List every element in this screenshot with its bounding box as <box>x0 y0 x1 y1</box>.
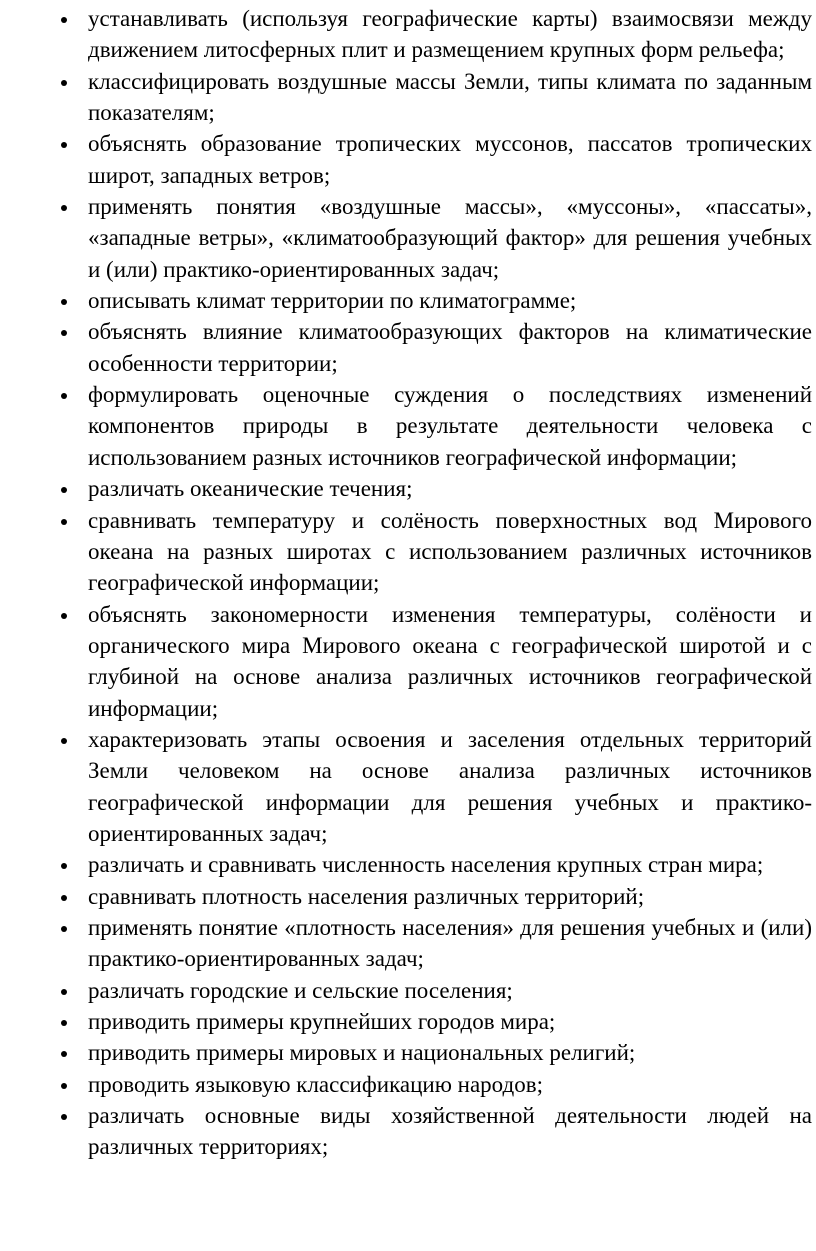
list-item <box>88 724 812 849</box>
list-item <box>88 285 812 316</box>
list-item-text: различать океанические течения; <box>88 476 413 502</box>
list-item <box>88 128 812 191</box>
list-item-text: устанавливать (используя географические карты) взаимосвязи между движением литосферных плит и размещением крупных форм рельефа; <box>88 6 812 63</box>
bullet-icon <box>56 1037 76 1068</box>
list-item-text: применять понятие «плотность населения» для решения учебных и (или) практико-ориентированных задач; <box>88 914 812 972</box>
list-item-text: характеризовать этапы освоения и заселения отдельных территорий Земли человеком на основе анализа различных источников географической информации для решения учебных и практико-ориентированных задач; <box>88 726 812 846</box>
list-item <box>88 66 812 129</box>
bullet-icon <box>56 285 76 316</box>
bullet-icon <box>56 505 76 536</box>
list-item <box>88 505 812 599</box>
list-item-text: классифицировать воздушные массы Земли, типы климата по заданным показателям; <box>88 68 812 126</box>
bullet-icon <box>56 912 76 943</box>
list-item-text: приводить примеры крупнейших городов мира; <box>88 1009 556 1034</box>
bullet-icon <box>56 599 76 630</box>
list-item-text: проводить языковую классификацию народов; <box>88 1071 543 1097</box>
list-item <box>88 599 812 724</box>
list-item <box>88 1006 812 1037</box>
bullet-icon <box>56 316 76 347</box>
bullet-icon <box>56 1006 76 1037</box>
list-item <box>88 316 812 379</box>
list-item <box>88 912 812 975</box>
list-item <box>88 191 812 285</box>
list-item-text: различать городские и сельские поселения; <box>88 977 513 1003</box>
list-item <box>88 849 812 880</box>
bullet-icon <box>56 191 76 222</box>
list-item-text: сравнивать температуру и солёность поверхностных вод Мирового океана на разных широтах с использованием различных источников географической информации; <box>88 507 812 596</box>
bullet-icon <box>56 473 76 504</box>
bullet-icon <box>56 379 76 410</box>
list-item-text: объяснять закономерности изменения температуры, солёности и органического мира Мирового океана с географической широтой и с глубиной на основе анализа различных источников географической информации; <box>88 601 812 721</box>
list-item-text: объяснять влияние климатообразующих факторов на климатические особенности территории; <box>88 319 812 376</box>
bullet-icon <box>56 1069 76 1100</box>
list-item-text: различать и сравнивать численность населения крупных стран мира; <box>88 852 764 878</box>
bullet-icon <box>56 881 76 912</box>
bullet-icon <box>56 128 76 159</box>
bullet-icon <box>56 849 76 880</box>
list-item <box>88 1069 812 1100</box>
list-item-text: применять понятия «воздушные массы», «муссоны», «пассаты», «западные ветры», «климатообразующий фактор» для решения учебных и (или) практико-ориентированных задач; <box>88 194 812 282</box>
bullet-list <box>88 3 812 1163</box>
list-item-text: формулировать оценочные суждения о последствиях изменений компонентов природы в результате деятельности человека с использованием разных источников географической информации; <box>88 382 812 470</box>
list-item <box>88 473 812 504</box>
bullet-icon <box>56 975 76 1006</box>
list-item-text: приводить примеры мировых и национальных религий; <box>88 1040 636 1066</box>
list-item-text: описывать климат территории по климатограмме; <box>88 288 577 314</box>
list-item <box>88 1037 812 1068</box>
list-item <box>88 881 812 912</box>
bullet-icon <box>56 724 76 755</box>
bullet-icon <box>56 66 76 97</box>
list-item-text: объяснять образование тропических муссонов, пассатов тропических широт, западных ветров; <box>88 131 812 188</box>
bullet-icon <box>56 1100 76 1131</box>
list-item <box>88 379 812 473</box>
bullet-icon <box>56 3 76 34</box>
list-item-text: сравнивать плотность населения различных территорий; <box>88 883 645 909</box>
list-item <box>88 975 812 1006</box>
list-item <box>88 3 812 66</box>
list-item <box>88 1100 812 1163</box>
list-item-text: различать основные виды хозяйственной деятельности людей на различных территориях; <box>88 1103 812 1160</box>
